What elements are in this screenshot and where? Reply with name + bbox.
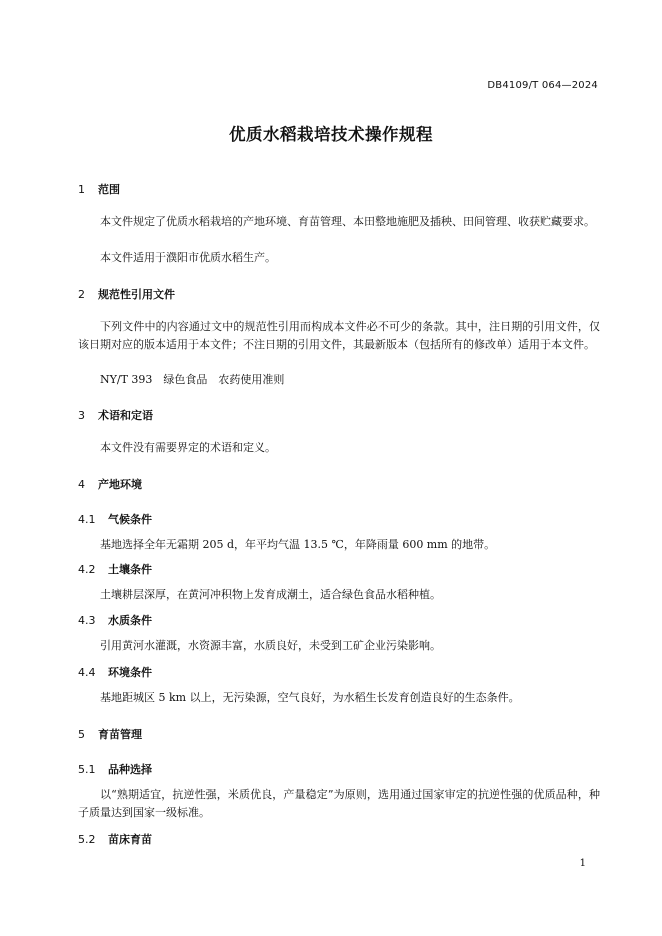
section-title: 术语和定语	[98, 409, 153, 422]
section-title: 品种选择	[108, 763, 152, 776]
section-number: 4	[78, 478, 85, 491]
section-2-heading	[78, 286, 175, 302]
section-5-heading	[78, 726, 142, 742]
section-number: 4.1	[78, 513, 96, 526]
section-title: 土壤条件	[108, 563, 152, 576]
section-title: 规范性引用文件	[98, 288, 175, 301]
section-title: 水质条件	[108, 614, 152, 627]
section-title: 范围	[98, 183, 120, 196]
section-title: 苗床育苗	[108, 833, 152, 846]
document-title: 优质水稻栽培技术操作规程	[229, 125, 433, 144]
section-title: 环境条件	[108, 666, 152, 679]
paragraph: 土壤耕层深厚，在黄河冲积物上发育成潮土，适合绿色食品水稻种植。	[100, 588, 441, 601]
paragraph: 基地距城区 5 km 以上，无污染源，空气良好，为水稻生长发育创造良好的生态条件。	[100, 691, 520, 704]
section-number: 4.4	[78, 666, 96, 679]
document-code: DB4109/T 064—2024	[487, 80, 598, 91]
section-number: 5.2	[78, 833, 96, 846]
subsection-4-3-heading	[78, 612, 152, 628]
section-4-heading	[78, 476, 142, 492]
section-number: 4.2	[78, 563, 96, 576]
section-title: 育苗管理	[98, 728, 142, 741]
paragraph: 以“熟期适宜，抗逆性强，米质优良，产量稳定”为原则，选用通过国家审定的抗逆性强的优质品种，种子质量达到国家一级标准。	[78, 788, 600, 819]
section-number: 1	[78, 183, 85, 196]
subsection-5-1-heading	[78, 761, 152, 777]
subsection-5-2-heading	[78, 831, 152, 847]
section-number: 4.3	[78, 614, 96, 627]
section-3-heading	[78, 407, 153, 423]
subsection-4-1-heading	[78, 511, 152, 527]
paragraph: 基地选择全年无霜期 205 d，年平均气温 13.5 ℃，年降雨量 600 mm 的地带。	[100, 538, 496, 551]
paragraph: 本文件规定了优质水稻栽培的产地环境、育苗管理、本田整地施肥及插秧、田间管理、收获贮藏要求。	[100, 215, 595, 228]
section-number: 5.1	[78, 763, 96, 776]
section-number: 3	[78, 409, 85, 422]
paragraph: 引用黄河水灌溉，水资源丰富，水质良好，未受到工矿企业污染影响。	[100, 639, 441, 652]
reference-item: NY/T 393 绿色食品 农药使用准则	[100, 373, 285, 386]
paragraph: 本文件适用于濮阳市优质水稻生产。	[100, 251, 276, 264]
subsection-4-2-heading	[78, 561, 152, 577]
subsection-4-4-heading	[78, 664, 152, 680]
paragraph: 本文件没有需要界定的术语和定义。	[100, 441, 276, 454]
page-number: 1	[579, 858, 586, 869]
paragraph: 下列文件中的内容通过文中的规范性引用而构成本文件必不可少的条款。其中，注日期的引用文件，仅该日期对应的版本适用于本文件；不注日期的引用文件，其最新版本（包括所有的修改单）适用于本文件。	[78, 320, 600, 351]
section-1-heading	[78, 181, 120, 197]
section-number: 5	[78, 728, 85, 741]
section-title: 产地环境	[98, 478, 142, 491]
section-title: 气候条件	[108, 513, 152, 526]
section-number: 2	[78, 288, 85, 301]
